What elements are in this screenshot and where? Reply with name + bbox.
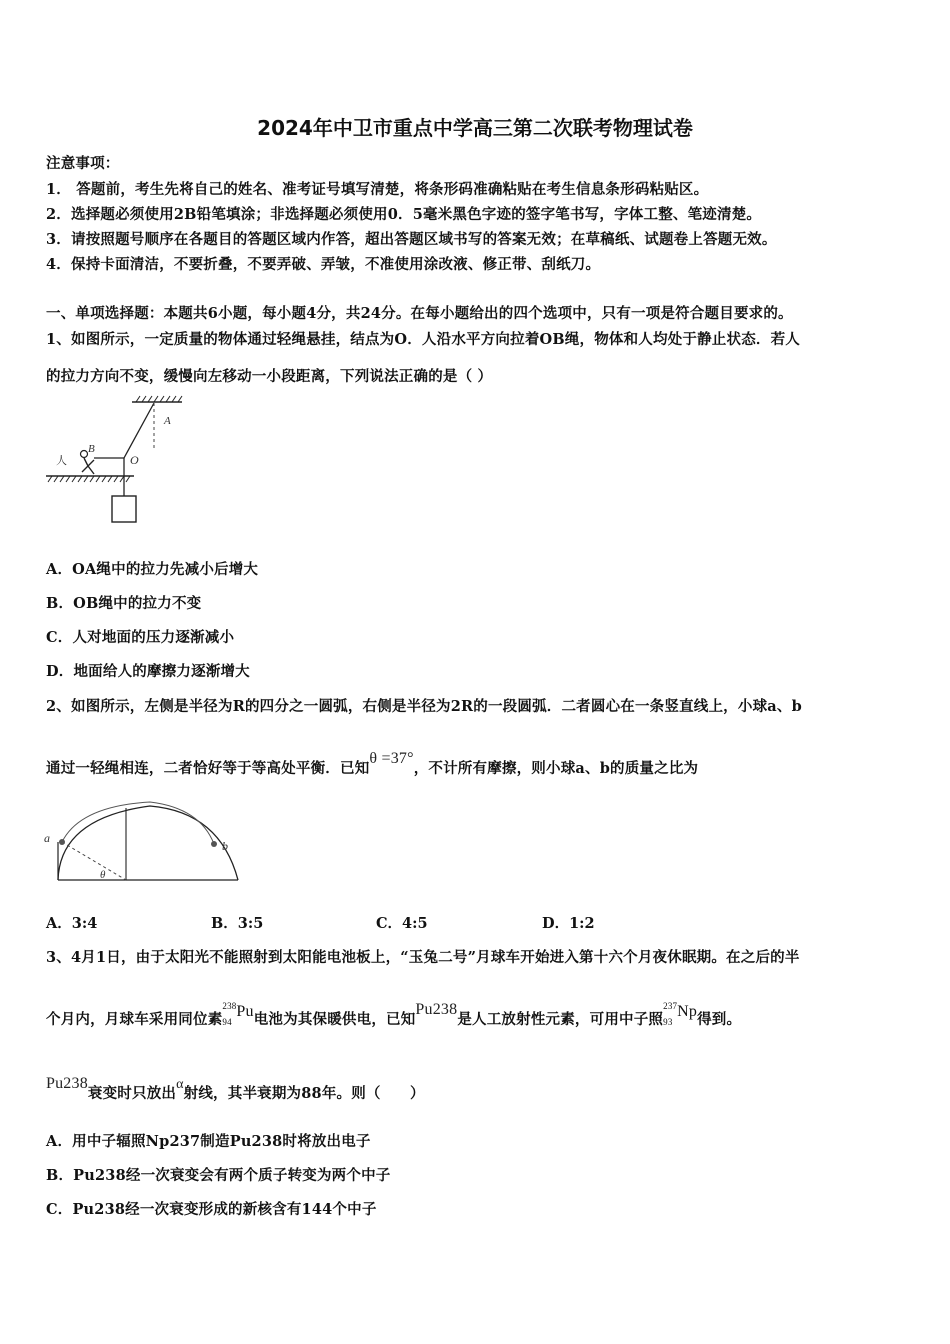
np-atomic-number: 93 bbox=[663, 1017, 673, 1027]
q3-stem-text: 衰变时只放出 bbox=[87, 1085, 177, 1102]
q3-option-a[interactable]: A．用中子辐照Np237制造Pu238时将放出电子 bbox=[46, 1133, 371, 1150]
figure-label-a: A bbox=[164, 415, 171, 427]
alpha-symbol: α bbox=[176, 1077, 184, 1092]
q3-stem-text: 是人工放射性元素，可用中子照 bbox=[457, 1011, 664, 1028]
q1-figure bbox=[44, 394, 194, 526]
section-heading: 一、单项选择题：本题共6小题，每小题4分，共24分。在每小题给出的四个选项中，只有一项是符合题目要求的。 bbox=[46, 305, 793, 322]
figure-label-b: B bbox=[88, 443, 95, 455]
q2-stem-line2 bbox=[46, 750, 699, 778]
np-symbol: Np bbox=[677, 1003, 698, 1020]
q1-option-d[interactable]: D．地面给人的摩擦力逐渐增大 bbox=[46, 663, 250, 680]
q3-stem-text: 电池为其保暖供电，已知 bbox=[253, 1011, 416, 1028]
pu238-label: Pu238 bbox=[46, 1075, 88, 1092]
figure-label-o: O bbox=[130, 453, 139, 467]
q3-stem-line3 bbox=[46, 1075, 425, 1103]
q2-option-d[interactable]: D．1:2 bbox=[542, 915, 595, 932]
q1-option-c[interactable]: C．人对地面的压力逐渐减小 bbox=[46, 629, 235, 646]
q3-option-c[interactable]: C．Pu238经一次衰变形成的新核含有144个中子 bbox=[46, 1201, 377, 1218]
q2-option-c[interactable]: C．4:5 bbox=[376, 915, 428, 932]
pu-isotope bbox=[222, 1001, 254, 1029]
notice-item: 4．保持卡面清洁，不要折叠，不要弄破、弄皱，不准使用涂改液、修正带、刮纸刀。 bbox=[46, 256, 601, 273]
q3-option-b[interactable]: B．Pu238经一次衰变会有两个质子转变为两个中子 bbox=[46, 1167, 391, 1184]
notice-item: 3．请按照题号顺序在各题目的答题区域内作答，超出答题区域书写的答案无效；在草稿纸、试题卷上答题无效。 bbox=[46, 231, 777, 248]
q2-option-b[interactable]: B．3:5 bbox=[211, 915, 264, 932]
figure-label-person: 人 bbox=[56, 454, 67, 467]
q2-stem-text: ，不计所有摩擦，则小球a、b的质量之比为 bbox=[413, 760, 699, 777]
np-isotope bbox=[663, 1001, 698, 1029]
exam-title: 2024年中卫市重点中学高三第二次联考物理试卷 bbox=[257, 116, 693, 140]
q3-stem-text: 射线，其半衰期为88年。则（ ） bbox=[183, 1085, 425, 1102]
q3-stem-text: 得到。 bbox=[697, 1011, 742, 1028]
q3-stem-text: 个月内，月球车采用同位素 bbox=[46, 1011, 223, 1028]
pu-atomic-number: 94 bbox=[222, 1017, 232, 1027]
notice-item: 2．选择题必须使用2B铅笔填涂；非选择题必须使用0．5毫米黑色字迹的签字笔书写，字体工整、笔迹清楚。 bbox=[46, 206, 762, 223]
q2-option-a[interactable]: A．3:4 bbox=[46, 915, 98, 932]
figure-label-b: b bbox=[222, 839, 228, 853]
np-mass-number: 237 bbox=[663, 1001, 678, 1011]
notice-heading: 注意事项： bbox=[46, 155, 120, 172]
q2-stem-text: 通过一轻绳相连，二者恰好等于等高处平衡．已知 bbox=[46, 760, 370, 777]
pu238-label: Pu238 bbox=[415, 1001, 458, 1018]
q1-option-b[interactable]: B．OB绳中的拉力不变 bbox=[46, 595, 202, 612]
notice-item: 1． 答题前，考生先将自己的姓名、准考证号填写清楚，将条形码准确粘贴在考生信息条形码粘贴区。 bbox=[46, 181, 709, 198]
figure-label-a: a bbox=[44, 831, 50, 845]
q2-stem-line1: 2、如图所示，左侧是半径为R的四分之一圆弧，右侧是半径为2R的一段圆弧．二者圆心在一条竖直线上，小球a、b bbox=[46, 698, 802, 715]
pu-mass-number: 238 bbox=[222, 1001, 237, 1011]
figure-label-theta: θ bbox=[100, 869, 106, 881]
theta-expression: θ =37° bbox=[369, 750, 414, 767]
q3-stem-line2 bbox=[46, 1001, 742, 1029]
q1-stem-line1: 1、如图所示，一定质量的物体通过轻绳悬挂，结点为O．人沿水平方向拉着OB绳，物体和人均处于静止状态．若人 bbox=[46, 331, 801, 348]
q3-stem-line1: 3、4月1日，由于太阳光不能照射到太阳能电池板上，“玉兔二号”月球车开始进入第十六个月夜休眠期。在之后的半 bbox=[46, 949, 800, 966]
q2-figure bbox=[40, 798, 250, 886]
q1-option-a[interactable]: A．OA绳中的拉力先减小后增大 bbox=[46, 561, 259, 578]
q1-stem-line2: 的拉力方向不变，缓慢向左移动一小段距离，下列说法正确的是（ ） bbox=[46, 368, 493, 385]
pu-symbol: Pu bbox=[236, 1003, 254, 1020]
